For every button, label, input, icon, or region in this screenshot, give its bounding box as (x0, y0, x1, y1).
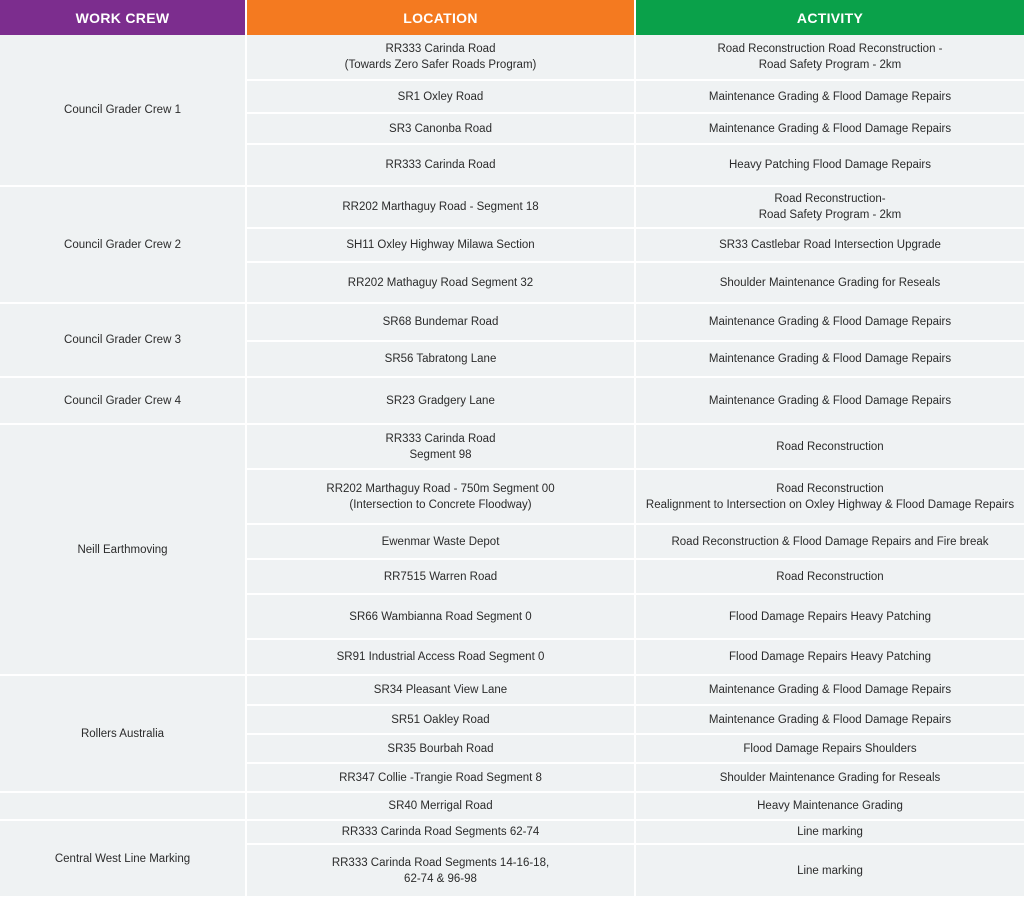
location-text: RR333 Carinda Road (385, 159, 496, 171)
work-crew-cell: Central West Line Marking (0, 820, 246, 897)
location-cell (246, 469, 635, 524)
activity-cell (635, 594, 1024, 639)
location-text: 62-74 & 96-98 (404, 872, 477, 885)
activity-text: Road Reconstruction (776, 440, 884, 453)
activity-cell (635, 377, 1024, 424)
location-text: RR202 Marthaguy Road - 750m Segment 00 (326, 482, 555, 495)
location-cell (246, 35, 635, 80)
table-row (0, 377, 1024, 424)
activity-text: Road Reconstruction (776, 482, 884, 495)
location-cell (246, 524, 635, 559)
header-work-crew: WORK CREW (0, 0, 246, 35)
location-text: SR40 Merrigal Road (388, 800, 493, 812)
location-cell (246, 186, 635, 228)
activity-text: Road Safety Program - 2km (758, 209, 902, 221)
work-crew-cell: Neill Earthmoving (0, 424, 246, 675)
activity-cell (635, 705, 1024, 734)
location-cell (246, 377, 635, 424)
activity-text: Road Reconstruction Road Reconstruction - (717, 43, 943, 55)
header-activity: ACTIVITY (635, 0, 1024, 35)
location-text: SR51 Oakley Road (391, 713, 490, 726)
location-text: Segment 98 (409, 448, 472, 461)
location-text: SR3 Canonba Road (389, 122, 492, 135)
activity-text: Maintenance Grading & Flood Damage Repairs (708, 713, 952, 726)
table-body (0, 35, 1024, 897)
location-text: RR333 Carinda Road (385, 432, 496, 445)
location-text: SR35 Bourbah Road (387, 742, 494, 755)
activity-text: Maintenance Grading & Flood Damage Repairs (708, 353, 952, 365)
location-cell (246, 303, 635, 341)
activity-text: Shoulder Maintenance Grading for Reseals (719, 771, 941, 784)
activity-cell (635, 469, 1024, 524)
activity-cell (635, 80, 1024, 113)
location-text: SR23 Gradgery Lane (386, 394, 495, 407)
activity-cell (635, 734, 1024, 763)
location-cell (246, 113, 635, 144)
work-crew-cell: Council Grader Crew 1 (0, 35, 246, 186)
location-cell (246, 559, 635, 594)
activity-cell (635, 341, 1024, 377)
location-cell (246, 594, 635, 639)
location-text: RR333 Carinda Road Segments 62-74 (341, 826, 540, 838)
activity-cell (635, 844, 1024, 897)
activity-cell (635, 524, 1024, 559)
activity-cell (635, 675, 1024, 705)
location-cell (246, 844, 635, 897)
location-text: (Intersection to Concrete Floodway) (349, 498, 532, 511)
activity-cell (635, 262, 1024, 303)
location-text: RR347 Collie -Trangie Road Segment 8 (339, 771, 542, 784)
location-text: SR1 Oxley Road (397, 90, 484, 103)
activity-text: Flood Damage Repairs Shoulders (743, 742, 917, 755)
activity-text: Maintenance Grading & Flood Damage Repairs (708, 394, 952, 407)
activity-cell (635, 763, 1024, 792)
table-row (0, 424, 1024, 469)
location-text: SR66 Wambianna Road Segment 0 (349, 610, 532, 623)
location-text: RR333 Carinda Road Segments 14-16-18, (331, 856, 550, 869)
table-row (0, 186, 1024, 228)
location-cell (246, 262, 635, 303)
location-cell (246, 228, 635, 262)
activity-text: Flood Damage Repairs Heavy Patching (729, 651, 931, 663)
activity-text: Road Safety Program - 2km (758, 59, 902, 71)
activity-cell (635, 35, 1024, 80)
location-cell (246, 80, 635, 113)
activity-text: Road Reconstruction- (774, 193, 886, 205)
location-text: RR202 Marthaguy Road - Segment 18 (342, 201, 539, 213)
location-cell (246, 424, 635, 469)
activity-cell (635, 424, 1024, 469)
activity-cell (635, 639, 1024, 675)
activity-text: Heavy Patching Flood Damage Repairs (729, 159, 931, 171)
location-text: RR202 Mathaguy Road Segment 32 (347, 276, 534, 289)
activity-cell (635, 792, 1024, 820)
location-cell (246, 820, 635, 844)
activity-cell (635, 144, 1024, 186)
activity-cell (635, 820, 1024, 844)
table-row (0, 675, 1024, 705)
activity-text: Flood Damage Repairs Heavy Patching (729, 610, 931, 623)
work-crew-cell: Rollers Australia (0, 675, 246, 792)
location-text: SR34 Pleasant View Lane (373, 684, 508, 696)
activity-text: Maintenance Grading & Flood Damage Repairs (708, 122, 952, 135)
activity-text: Shoulder Maintenance Grading for Reseals (719, 276, 941, 289)
location-cell (246, 705, 635, 734)
work-crew-cell: Council Grader Crew 3 (0, 303, 246, 377)
location-text: SR56 Tabratong Lane (384, 353, 497, 365)
work-crew-cell: Council Grader Crew 4 (0, 377, 246, 424)
activity-cell (635, 559, 1024, 594)
location-cell (246, 144, 635, 186)
location-cell (246, 734, 635, 763)
location-text: (Towards Zero Safer Roads Program) (344, 59, 537, 71)
activity-text: Realignment to Intersection on Oxley Highway & Flood Damage Repairs (645, 498, 1015, 511)
table-row (0, 303, 1024, 341)
activity-text: Line marking (797, 826, 863, 838)
activity-cell (635, 228, 1024, 262)
activity-cell (635, 186, 1024, 228)
activity-text: SR33 Castlebar Road Intersection Upgrade (719, 239, 941, 251)
location-text: Ewenmar Waste Depot (381, 535, 500, 548)
header-location: LOCATION (246, 0, 635, 35)
location-text: SR68 Bundemar Road (382, 316, 499, 328)
activity-text: Maintenance Grading & Flood Damage Repairs (708, 316, 952, 328)
activity-text: Line marking (797, 864, 863, 877)
work-crew-cell: Council Grader Crew 2 (0, 186, 246, 303)
activity-text: Maintenance Grading & Flood Damage Repairs (708, 90, 952, 103)
table-row (0, 35, 1024, 80)
location-cell (246, 639, 635, 675)
location-cell (246, 763, 635, 792)
activity-text: Road Reconstruction & Flood Damage Repairs and Fire break (671, 535, 989, 548)
location-cell (246, 792, 635, 820)
location-cell (246, 341, 635, 377)
location-text: SH11 Oxley Highway Milawa Section (346, 239, 535, 251)
activity-text: Road Reconstruction (776, 570, 884, 583)
activity-cell (635, 303, 1024, 341)
location-text: RR7515 Warren Road (383, 570, 498, 583)
table-row (0, 820, 1024, 844)
activity-cell (635, 113, 1024, 144)
location-text: SR91 Industrial Access Road Segment 0 (336, 651, 545, 663)
work-crew-cell (0, 792, 246, 820)
activity-text: Maintenance Grading & Flood Damage Repairs (708, 684, 952, 696)
location-cell (246, 675, 635, 705)
location-text: RR333 Carinda Road (385, 43, 496, 55)
table-row (0, 792, 1024, 820)
header-row (0, 0, 1024, 35)
activity-text: Heavy Maintenance Grading (757, 800, 903, 812)
